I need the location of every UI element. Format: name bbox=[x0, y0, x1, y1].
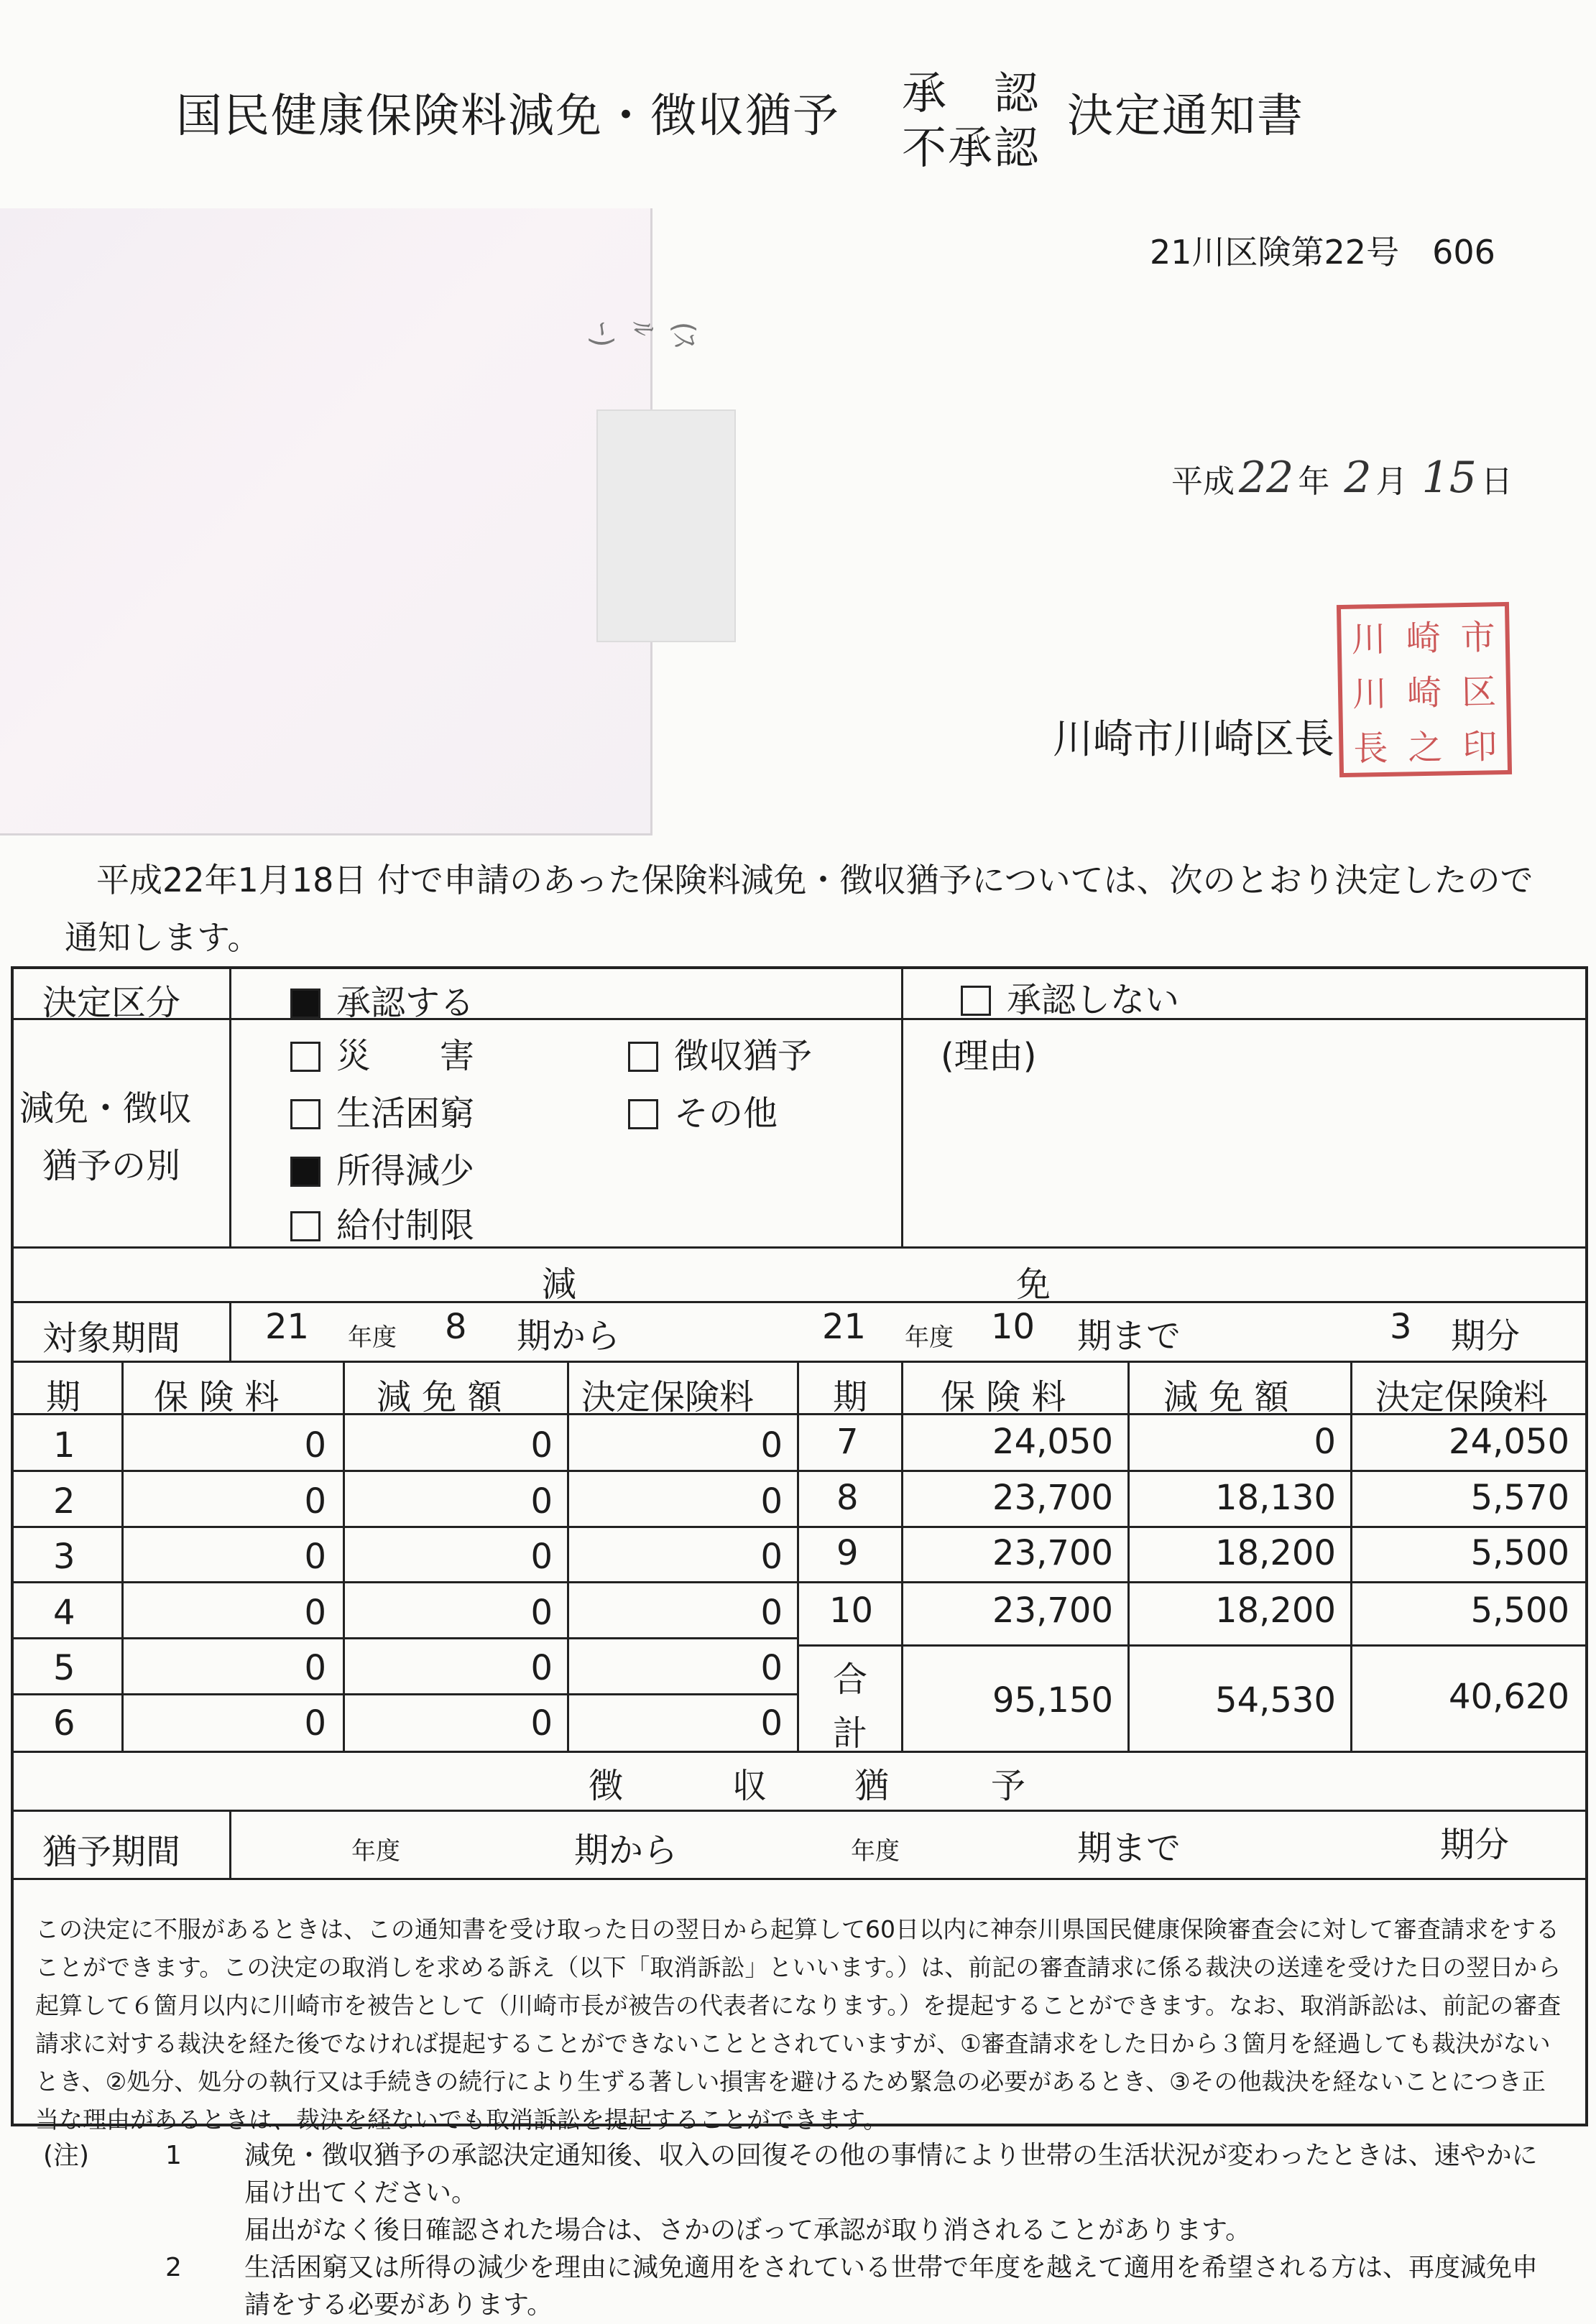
reduction-cell: 0 bbox=[530, 1648, 553, 1688]
type-other[interactable] bbox=[628, 1085, 778, 1135]
seal-glyph: 区 bbox=[1461, 671, 1497, 713]
deferral-header-4: 予 bbox=[991, 1766, 1026, 1806]
rule bbox=[14, 1637, 797, 1639]
type-disaster-label: 災 害 bbox=[336, 1036, 475, 1076]
to-year-word: 年度 bbox=[905, 1323, 954, 1352]
col-term-right: 期 bbox=[833, 1377, 868, 1417]
notes bbox=[43, 2137, 1552, 2324]
reduction-cell: 0 bbox=[1314, 1422, 1336, 1462]
seal-glyph: 川 bbox=[1351, 619, 1387, 660]
date-era: 平成 bbox=[1171, 463, 1235, 500]
envelope-flap bbox=[596, 409, 736, 642]
note-1-text-2: 届出がなく後日確認された場合は、さかのぼって承認が取り消されることがあります。 bbox=[244, 2216, 1252, 2245]
rule bbox=[14, 1301, 1586, 1303]
type-income-label: 所得減少 bbox=[336, 1151, 475, 1191]
premium-cell: 0 bbox=[304, 1703, 326, 1744]
note-1-number: 1 bbox=[165, 2141, 182, 2170]
term-cell: 3 bbox=[53, 1537, 75, 1577]
term-cell: 10 bbox=[829, 1591, 874, 1631]
document-number: 21川区険第22号 606 bbox=[1150, 233, 1495, 272]
approve-checkbox[interactable] bbox=[290, 989, 320, 1019]
reduction-cell: 0 bbox=[530, 1481, 553, 1522]
term-cell: 2 bbox=[53, 1481, 75, 1522]
seal-glyph: 崎 bbox=[1406, 618, 1442, 659]
col-premium-right: 保 険 料 bbox=[941, 1377, 1066, 1417]
note-2-number: 2 bbox=[165, 2253, 182, 2282]
note-1-text: 減免・徴収猶予の承認決定通知後、収入の回復その他の事情により世帯の生活状況が変わったときは、速やかに届け出てください。 bbox=[244, 2141, 1538, 2208]
final-cell: 5,570 bbox=[1470, 1478, 1569, 1518]
rule bbox=[14, 1018, 1586, 1020]
rule bbox=[797, 1644, 1586, 1647]
date-day: 15 bbox=[1421, 453, 1477, 503]
seal-glyph: 川 bbox=[1352, 673, 1388, 715]
date-year: 22 bbox=[1239, 453, 1294, 503]
reduction-cell: 0 bbox=[530, 1537, 553, 1577]
type-other-label: その他 bbox=[674, 1093, 778, 1134]
deferral-to-word: 期まで bbox=[1077, 1828, 1181, 1869]
envelope-window bbox=[0, 208, 701, 835]
term-cell: 4 bbox=[53, 1593, 75, 1633]
final-cell: 0 bbox=[760, 1481, 783, 1522]
total-final: 40,620 bbox=[1449, 1677, 1569, 1717]
term-cell: 9 bbox=[836, 1533, 859, 1573]
type-hardship[interactable] bbox=[290, 1085, 474, 1135]
to-word: 期まで bbox=[1077, 1316, 1181, 1356]
col-reduction-left: 減 免 額 bbox=[377, 1377, 502, 1417]
seal-glyph: 之 bbox=[1407, 727, 1443, 768]
type-income-checkbox[interactable] bbox=[290, 1157, 320, 1187]
official-seal bbox=[1337, 602, 1512, 777]
title-main: 国民健康保険料減免・徴収猶予 bbox=[176, 90, 840, 143]
premium-cell: 0 bbox=[304, 1648, 326, 1688]
final-cell: 0 bbox=[760, 1537, 783, 1577]
type-label-2: 猶予の別 bbox=[42, 1146, 181, 1186]
rule bbox=[229, 969, 231, 1246]
deferral-to-year-word: 年度 bbox=[851, 1837, 900, 1866]
rule bbox=[797, 1361, 799, 1751]
approve-label: 承認する bbox=[336, 983, 475, 1023]
total-reduction: 54,530 bbox=[1215, 1680, 1336, 1721]
total-premium: 95,150 bbox=[992, 1680, 1113, 1721]
title-option-reject: 不承認 bbox=[902, 121, 1041, 174]
col-term-left: 期 bbox=[46, 1377, 81, 1417]
rule bbox=[14, 1878, 1586, 1880]
final-cell: 0 bbox=[760, 1593, 783, 1633]
note-1b bbox=[43, 2212, 1552, 2249]
final-cell: 5,500 bbox=[1470, 1533, 1569, 1573]
term-cell: 7 bbox=[836, 1422, 859, 1462]
rule bbox=[14, 1246, 1586, 1249]
type-benefit[interactable] bbox=[290, 1198, 474, 1247]
date-day-unit: 日 bbox=[1480, 463, 1513, 500]
approve-option[interactable] bbox=[290, 975, 474, 1024]
title-tail: 決定通知書 bbox=[1067, 90, 1304, 143]
from-word: 期から bbox=[517, 1316, 621, 1356]
term-cell: 1 bbox=[53, 1425, 75, 1466]
title-option-approve: 承 認 bbox=[902, 67, 1041, 119]
type-income[interactable] bbox=[290, 1143, 474, 1193]
seal-glyph: 崎 bbox=[1406, 672, 1442, 713]
reduction-cell: 18,200 bbox=[1215, 1533, 1336, 1573]
period-label: 対象期間 bbox=[42, 1318, 181, 1358]
type-benefit-label: 給付制限 bbox=[336, 1205, 475, 1246]
type-benefit-checkbox[interactable] bbox=[290, 1211, 320, 1241]
issuer-name: 川崎市川崎区長 bbox=[1053, 716, 1334, 763]
type-disaster[interactable] bbox=[290, 1028, 474, 1078]
seal-glyph: 市 bbox=[1460, 616, 1496, 658]
col-reduction-right: 減 免 額 bbox=[1163, 1377, 1289, 1417]
reduction-cell: 18,200 bbox=[1215, 1591, 1336, 1631]
document-title bbox=[176, 67, 1304, 174]
total-label-1: 合 bbox=[833, 1659, 868, 1700]
period-count: 3 bbox=[1390, 1307, 1412, 1347]
seal-glyph: 長 bbox=[1352, 728, 1388, 769]
premium-cell: 23,700 bbox=[992, 1591, 1113, 1631]
decision-label: 決定区分 bbox=[42, 983, 181, 1023]
date-month-unit: 月 bbox=[1375, 463, 1408, 500]
premium-cell: 0 bbox=[304, 1425, 326, 1466]
premium-cell: 23,700 bbox=[992, 1533, 1113, 1573]
type-label-1: 減免・徴収 bbox=[19, 1088, 193, 1129]
rule bbox=[343, 1361, 345, 1751]
title-options bbox=[902, 66, 1041, 175]
rule bbox=[901, 1361, 903, 1751]
rule bbox=[1127, 1361, 1130, 1751]
deferral-period-label: 猶予期間 bbox=[42, 1832, 181, 1872]
seal-glyph: 印 bbox=[1462, 726, 1498, 767]
deferral-count-word: 期分 bbox=[1440, 1825, 1510, 1865]
reduction-cell: 0 bbox=[530, 1703, 553, 1744]
appeal-notice: この決定に不服があるときは、この通知書を受け取った日の翌日から起算して60日以内に神奈川県国民健康保険審査会に対して審査請求をすることができます。この決定の取消しを求める訴え（以下「取消訴訟」といいます。）は、前記の審査請求に係る裁決の送達を受けた日の翌日から起算して６箇月以内に川崎市を被告として（川崎市長が被告の代表者になります。）を提起することができます。なお、取消訴訟は、前記の審査請求に対する裁決を経た後でなければ提起することができないこととされていますが、①審査請求をした日から３箇月を経過しても裁決がないとき、②処分、処分の執行又は手続きの続行により生ずる著しい損害を避けるため緊急の必要があるとき、③その他裁決を経ないことにつき正当な理由があるときは、裁決を経ないでも取消訴訟を提起することができます。 bbox=[35, 1915, 1562, 2134]
type-other-checkbox[interactable] bbox=[628, 1099, 658, 1129]
notes-label: (注) bbox=[43, 2141, 90, 2170]
reject-checkbox[interactable] bbox=[961, 986, 991, 1016]
deferral-from-word: 期から bbox=[574, 1830, 678, 1871]
reduction-cell: 0 bbox=[530, 1425, 553, 1466]
type-deferral-checkbox[interactable] bbox=[628, 1042, 658, 1072]
intro-text: 平成22年1月18日 付で申請のあった保険料減免・徴収猶予については、次のとおり決定したので通知します。 bbox=[65, 861, 1533, 957]
rule bbox=[14, 1751, 1586, 1753]
final-cell: 0 bbox=[760, 1425, 783, 1466]
date-year-unit: 年 bbox=[1298, 463, 1330, 500]
intro-paragraph bbox=[65, 851, 1559, 966]
final-cell: 24,050 bbox=[1449, 1422, 1569, 1462]
rule bbox=[229, 1810, 231, 1878]
to-term: 10 bbox=[991, 1307, 1035, 1347]
fold-mark: (ｽﾙｰ) bbox=[585, 321, 701, 348]
to-year: 21 bbox=[822, 1307, 867, 1347]
reject-option[interactable] bbox=[961, 972, 1179, 1022]
reduction-cell: 0 bbox=[530, 1593, 553, 1633]
col-final-right: 決定保険料 bbox=[1375, 1377, 1549, 1417]
type-disaster-checkbox[interactable] bbox=[290, 1042, 320, 1072]
reduction-header-left: 減 bbox=[542, 1264, 577, 1305]
col-premium-left: 保 険 料 bbox=[154, 1377, 280, 1417]
deferral-header-3: 猶 bbox=[854, 1766, 890, 1806]
date-month: 2 bbox=[1344, 453, 1372, 503]
from-year-word: 年度 bbox=[348, 1323, 397, 1352]
issue-date bbox=[1171, 453, 1513, 503]
term-cell: 5 bbox=[53, 1648, 75, 1688]
premium-cell: 0 bbox=[304, 1537, 326, 1577]
note-1 bbox=[43, 2137, 1552, 2212]
premium-cell: 23,700 bbox=[992, 1478, 1113, 1518]
col-final-left: 決定保険料 bbox=[581, 1377, 755, 1417]
rule bbox=[901, 969, 903, 1246]
final-cell: 0 bbox=[760, 1703, 783, 1744]
type-deferral[interactable] bbox=[628, 1028, 812, 1078]
deferral-header-2: 収 bbox=[732, 1766, 767, 1806]
decision-table bbox=[11, 966, 1588, 2134]
premium-cell: 24,050 bbox=[992, 1422, 1113, 1462]
premium-cell: 0 bbox=[304, 1593, 326, 1633]
type-hardship-label: 生活困窮 bbox=[336, 1093, 475, 1134]
from-year: 21 bbox=[265, 1307, 310, 1347]
final-cell: 0 bbox=[760, 1648, 783, 1688]
rule bbox=[567, 1361, 569, 1751]
rule bbox=[229, 1301, 231, 1361]
term-cell: 8 bbox=[836, 1478, 859, 1518]
final-cell: 5,500 bbox=[1470, 1591, 1569, 1631]
period-count-word: 期分 bbox=[1451, 1316, 1521, 1356]
rule bbox=[1350, 1361, 1352, 1751]
reject-label: 承認しない bbox=[1007, 980, 1180, 1020]
type-hardship-checkbox[interactable] bbox=[290, 1099, 320, 1129]
reason-label: (理由) bbox=[941, 1036, 1037, 1076]
rule bbox=[121, 1361, 124, 1751]
reduction-cell: 18,130 bbox=[1215, 1478, 1336, 1518]
deferral-header-1: 徴 bbox=[589, 1766, 624, 1806]
rule bbox=[14, 1810, 1586, 1812]
total-label-2: 計 bbox=[833, 1713, 868, 1754]
deferral-from-year-word: 年度 bbox=[351, 1837, 400, 1866]
note-2-text: 生活困窮又は所得の減少を理由に減免適用をされている世帯で年度を越えて適用を希望される方は、再度減免申請をする必要があります。 bbox=[244, 2253, 1539, 2320]
from-term: 8 bbox=[445, 1307, 467, 1347]
premium-cell: 0 bbox=[304, 1481, 326, 1522]
term-cell: 6 bbox=[53, 1703, 75, 1744]
note-2 bbox=[43, 2249, 1552, 2324]
type-deferral-label: 徴収猶予 bbox=[674, 1036, 813, 1076]
reduction-header-right: 免 bbox=[1016, 1264, 1051, 1305]
rule bbox=[14, 1693, 797, 1695]
